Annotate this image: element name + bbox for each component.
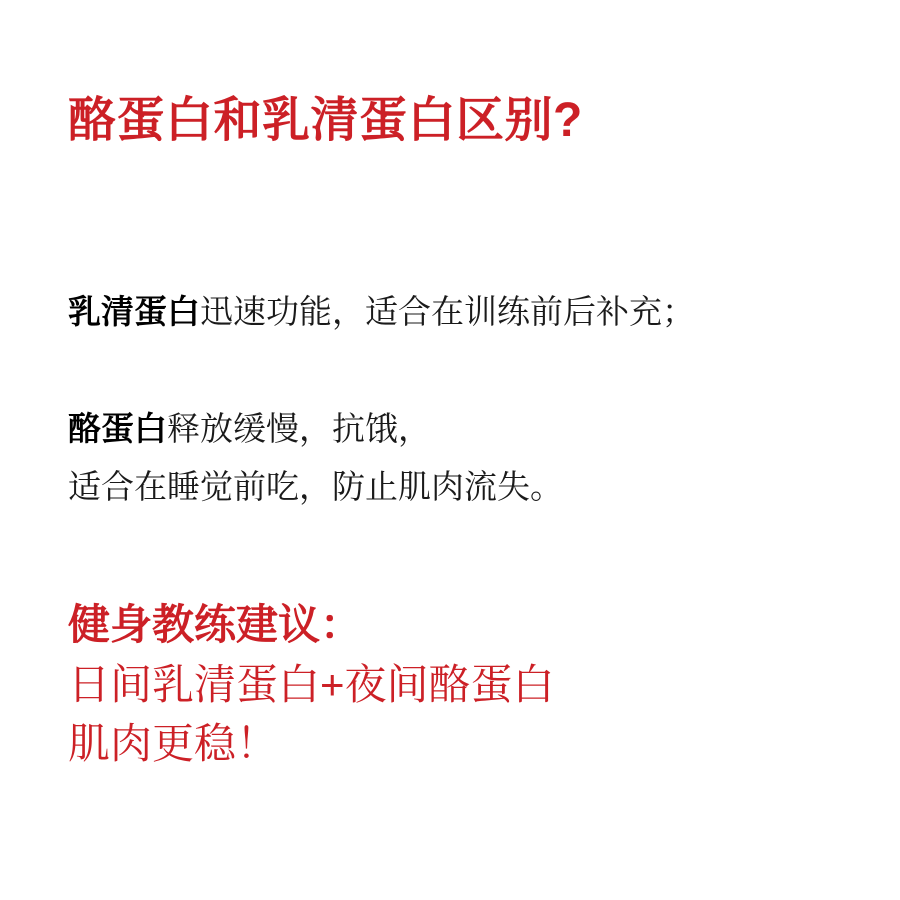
advice-line-2: 肌肉更稳！ xyxy=(68,720,279,768)
paragraph-whey-text: 迅速功能，适合在训练前后补充； xyxy=(200,293,695,330)
page-title: 酪蛋白和乳清蛋白区别? xyxy=(68,94,583,147)
advice-block xyxy=(68,595,555,774)
paragraph-casein-lead: 酪蛋白 xyxy=(68,410,167,447)
paragraph-casein xyxy=(68,405,563,511)
paragraph-whey xyxy=(68,288,695,336)
paragraph-casein-text: 释放缓慢，抗饿， xyxy=(167,410,431,447)
advice-line-1: 日间乳清蛋白+夜间酪蛋白 xyxy=(68,660,555,708)
paragraph-whey-lead: 乳清蛋白 xyxy=(68,293,200,330)
paragraph-casein-text-line2: 适合在睡觉前吃，防止肌肉流失。 xyxy=(68,467,563,505)
advice-heading: 健身教练建议： xyxy=(68,601,363,648)
